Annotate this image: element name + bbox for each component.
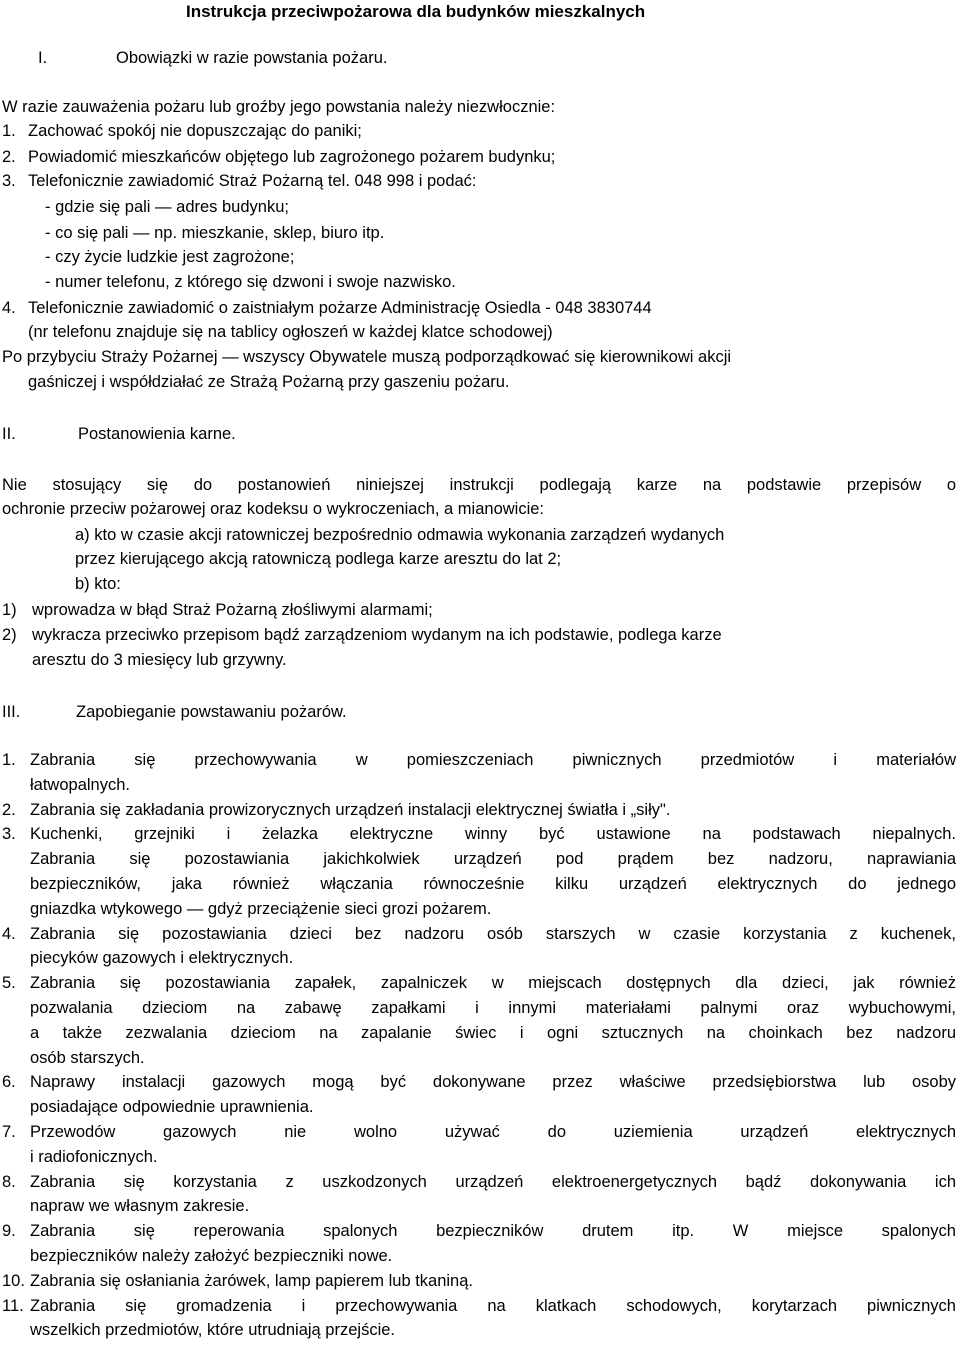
sub-item: - co się pali — np. mieszkanie, sklep, biuro itp. [45,224,385,242]
list-item-text: Zabrania się korzystania z uszkodzonych urządzeń elektroenergetycznych bądź dokonywania ich [30,1173,956,1191]
list-item-number: 6. [2,1073,16,1091]
list-item-text: Zabrania się zakładania prowizorycznych urządzeń instalacji elektrycznej światła i „siły". [30,801,671,819]
section-2-title: Postanowienia karne. [78,425,236,443]
list-item-text: Zabrania się gromadzenia i przechowywania na klatkach schodowych, korytarzach piwnicznych [30,1297,956,1315]
list-item: 2) wykracza przeciwko przepisom bądź zarządzeniom wydanym na ich podstawie, podlega karze [2,626,722,644]
list-item-number: 9. [2,1222,16,1240]
list-item [2,923,956,945]
list-item-text: Zabrania się przechowywania w pomieszczeniach piwnicznych przedmiotów i materiałów [30,751,956,769]
list-item: 2. Powiadomić mieszkańców objętego lub zagrożonego pożarem budynku; [2,148,556,166]
section-1-title: Obowiązki w razie powstania pożaru. [116,49,388,67]
list-item [2,799,670,821]
list-item-continuation: (nr telefonu znajduje się na tablicy ogłoszeń w każdej klatce schodowej) [28,323,553,341]
list-item-text: Zabrania się osłaniania żarówek, lamp papierem lub tkaniną. [30,1272,473,1290]
section-3-roman: III. [2,703,21,721]
list-item-number: 2. [2,801,16,819]
paragraph-line: Nie stosujący się do postanowień niniejszej instrukcji podlegają karze na podstawie przepisów o [2,476,956,494]
list-item-continuation: bezpieczników należy założyć bezpieczniki nowe. [30,1247,393,1265]
list-item-number: 4. [2,925,16,943]
sub-item-continuation: przez kierującego akcją ratowniczą podlega karze aresztu do lat 2; [75,550,562,568]
list-item [2,749,956,771]
list-item-continuation: pozwalania dzieciom na zabawę zapałkami i innymi materiałami palnymi oraz wybuchowymi, [30,999,956,1017]
sub-item: - czy życie ludzkie jest zagrożone; [45,248,295,266]
list-item-continuation: posiadające odpowiednie uprawnienia. [30,1098,314,1116]
section-3-heading [2,700,347,724]
list-item-number: 5. [2,974,16,992]
list-item-continuation: napraw we własnym zakresie. [30,1197,250,1215]
list-item [2,972,956,994]
list-item-text: Zabrania się pozostawiania dzieci bez nadzoru osób starszych w czasie korzystania z kuchenek, [30,925,956,943]
section-2-roman: II. [2,425,16,443]
section-2-heading [2,422,236,446]
list-item: 1) wprowadza w błąd Straż Pożarną złośliwymi alarmami; [2,601,433,619]
list-item [2,1220,956,1242]
list-item-text: Naprawy instalacji gazowych mogą być dokonywane przez właściwe przedsiębiorstwa lub osoby [30,1073,956,1091]
list-item [2,1171,956,1193]
list-item-text: Przewodów gazowych nie wolno używać do uziemienia urządzeń elektrycznych [30,1123,956,1141]
list-item-number: 10. [2,1272,25,1290]
section-1-intro: W razie zauważenia pożaru lub groźby jego powstania należy niezwłocznie: [2,98,556,116]
sub-item: - gdzie się pali — adres budynku; [45,198,289,216]
section-3-title: Zapobieganie powstawaniu pożarów. [76,703,347,721]
list-item [2,1121,956,1143]
sub-item: b) kto: [75,575,121,593]
page-title: Instrukcja przeciwpożarowa dla budynków mieszkalnych [186,2,646,21]
list-item: 1. Zachować spokój nie dopuszczając do paniki; [2,122,362,140]
list-item-continuation: bezpieczników, jaka również włączania równocześnie kilku urządzeń elektrycznych do jednego [30,875,956,893]
list-item [2,1071,956,1093]
list-item: 4. Telefonicznie zawiadomić o zaistniałym pożarze Administrację Osiedla - 048 3830744 [2,299,652,317]
sub-item: a) kto w czasie akcji ratowniczej bezpośrednio odmawia wykonania zarządzeń wydanych [75,526,725,544]
list-item-text: Kuchenki, grzejniki i żelazka elektryczne winny być ustawione na podstawach niepalnych. [30,825,956,843]
list-item [2,823,956,845]
list-item-number: 7. [2,1123,16,1141]
list-item-text: Zabrania się reperowania spalonych bezpieczników drutem itp. W miejsce spalonych [30,1222,956,1240]
list-item-continuation: osób starszych. [30,1049,145,1067]
list-item [2,1295,956,1317]
list-item-continuation: wszelkich przedmiotów, które utrudniają przejście. [30,1321,395,1339]
list-item [2,1270,473,1292]
list-item-number: 3. [2,825,16,843]
paragraph-line: gaśniczej i współdziałać ze Strażą Pożarną przy gaszeniu pożaru. [28,373,510,391]
paragraph-line: ochronie przeciw pożarowej oraz kodeksu o wykroczeniach, a mianowicie: [2,500,545,518]
paragraph-line: Po przybyciu Straży Pożarnej — wszyscy Obywatele muszą podporządkować się kierownikowi akcji [2,348,732,366]
list-item-continuation: a także zezwalania dzieciom na zapalanie świec i ogni sztucznych na choinkach bez nadzoru [30,1024,956,1042]
sub-item: - numer telefonu, z którego się dzwoni i swoje nazwisko. [45,273,456,291]
list-item-number: 8. [2,1173,16,1191]
list-item-number: 11. [2,1297,24,1315]
list-item: 3. Telefonicznie zawiadomić Straż Pożarną tel. 048 998 i podać: [2,172,477,190]
list-item-continuation: aresztu do 3 miesięcy lub grzywny. [32,651,287,669]
section-1-roman: I. [38,49,48,67]
list-item-continuation: łatwopalnych. [30,776,130,794]
list-item-continuation: i radiofonicznych. [30,1148,158,1166]
list-item-text: Zabrania się pozostawiania zapałek, zapalniczek w miejscach dostępnych dla dzieci, jak również [30,974,956,992]
list-item-continuation: piecyków gazowych i elektrycznych. [30,949,294,967]
list-item-number: 1. [2,751,16,769]
section-1-heading [38,46,387,70]
list-item-continuation: gniazdka wtykowego — gdyż przeciążenie sieci grozi pożarem. [30,900,492,918]
list-item-continuation: Zabrania się pozostawiania jakichkolwiek urządzeń pod prądem bez nadzoru, naprawiania [30,850,956,868]
